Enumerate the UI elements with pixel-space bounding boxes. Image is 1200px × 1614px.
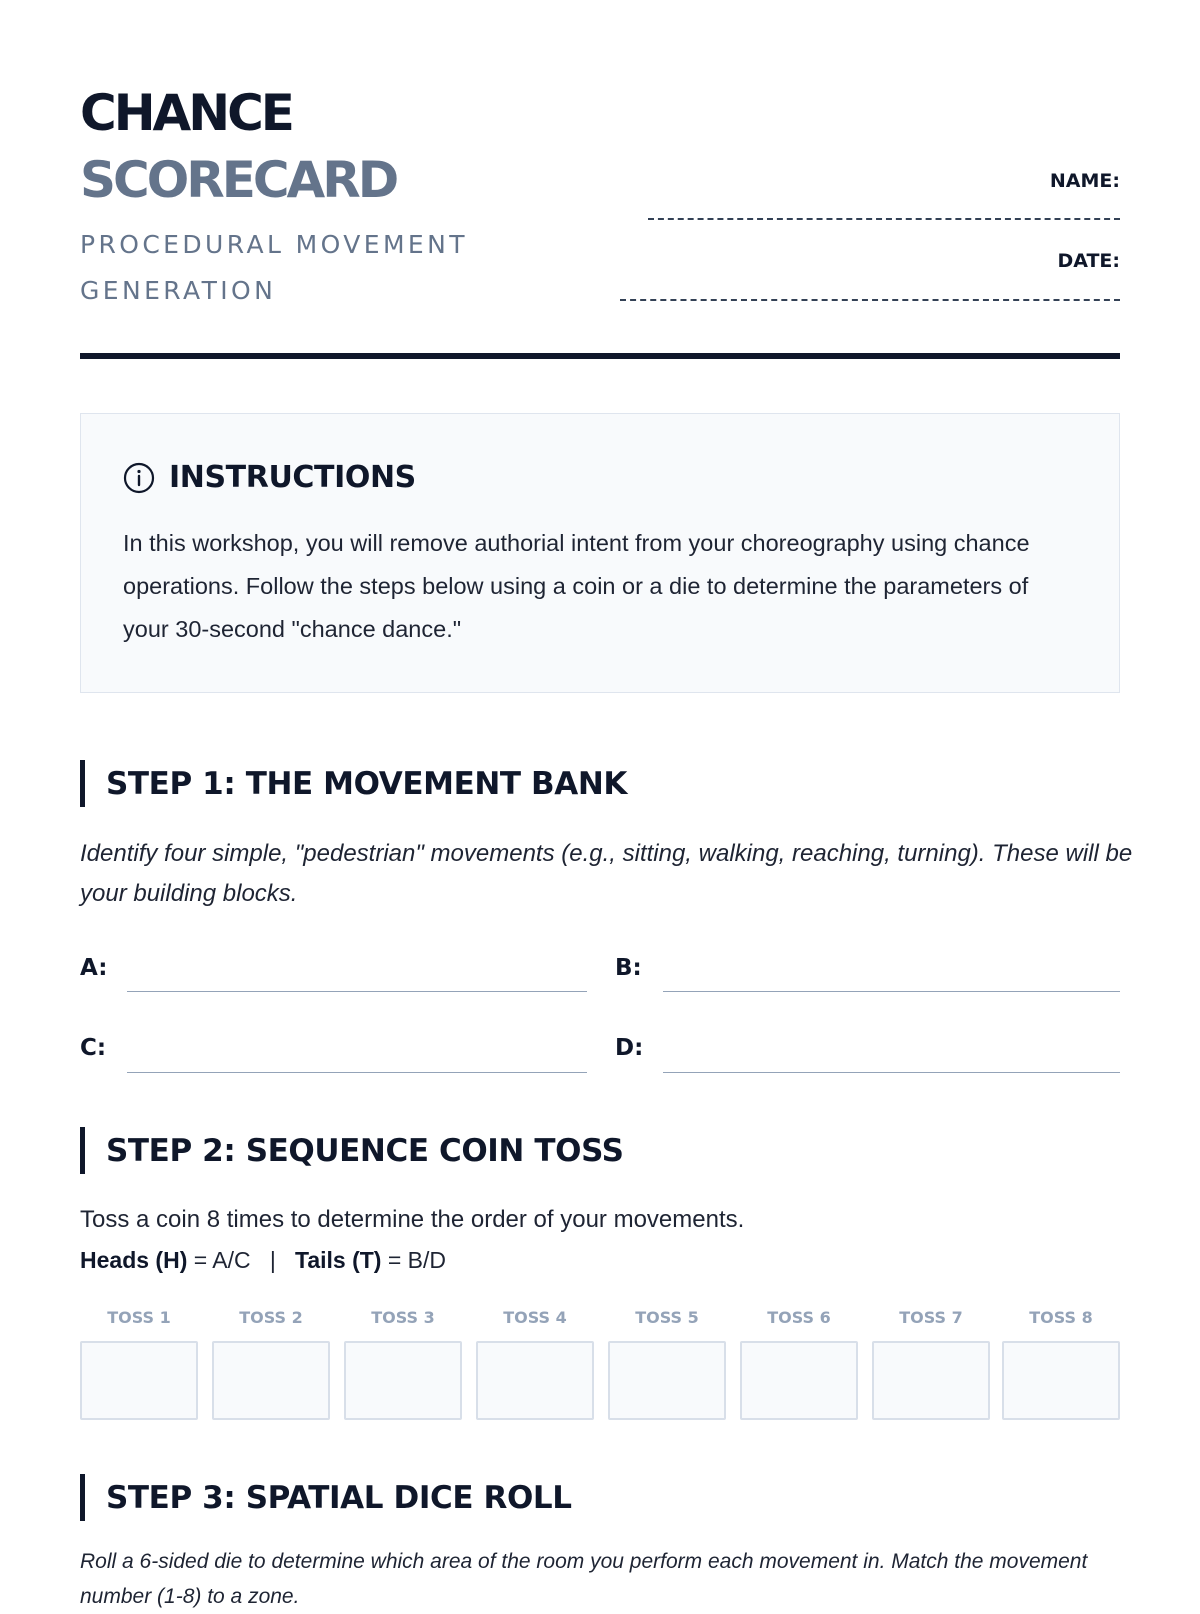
toss-box-7[interactable] bbox=[872, 1341, 990, 1420]
step2-description: Toss a coin 8 times to determine the order of your movements. bbox=[80, 1206, 745, 1233]
name-label: NAME: bbox=[1049, 170, 1120, 192]
step3-title: STEP 3: SPATIAL DICE ROLL bbox=[106, 1480, 572, 1516]
toss-box-2[interactable] bbox=[212, 1341, 330, 1420]
toss-label-7: TOSS 7 bbox=[899, 1308, 963, 1327]
toss-label-8: TOSS 8 bbox=[1029, 1308, 1093, 1327]
toss-box-5[interactable] bbox=[608, 1341, 726, 1420]
step3-description: Roll a 6-sided die to determine which area of the room you perform each movement in. Match the movement number (1-8) to a zone. bbox=[80, 1550, 1088, 1608]
subtitle: PROCEDURAL MOVEMENT GENERATION bbox=[80, 230, 468, 305]
toss-label-3: TOSS 3 bbox=[371, 1308, 435, 1327]
toss-box-6[interactable] bbox=[740, 1341, 858, 1420]
date-label: DATE: bbox=[1057, 250, 1120, 272]
bank-line-c[interactable] bbox=[127, 1072, 587, 1073]
toss-label-4: TOSS 4 bbox=[503, 1308, 567, 1327]
toss-box-4[interactable] bbox=[476, 1341, 594, 1420]
title-line-1: CHANCE bbox=[80, 84, 292, 142]
name-field-line[interactable] bbox=[648, 218, 1120, 220]
bank-label-a: A: bbox=[80, 955, 108, 981]
toss-label-5: TOSS 5 bbox=[635, 1308, 699, 1327]
title-line-2: SCORECARD bbox=[80, 151, 397, 209]
step1-title: STEP 1: THE MOVEMENT BANK bbox=[106, 766, 628, 802]
bank-label-b: B: bbox=[615, 955, 642, 981]
bank-line-a[interactable] bbox=[127, 991, 587, 992]
instructions-title: INSTRUCTIONS bbox=[169, 460, 416, 495]
step2-title: STEP 2: SEQUENCE COIN TOSS bbox=[106, 1133, 624, 1169]
step1-accent-bar bbox=[80, 760, 85, 807]
header-divider bbox=[80, 353, 1120, 359]
tails-value: = B/D bbox=[381, 1247, 447, 1273]
tails-label: Tails (T) bbox=[294, 1247, 382, 1273]
toss-label-2: TOSS 2 bbox=[239, 1308, 303, 1327]
toss-box-8[interactable] bbox=[1002, 1341, 1120, 1420]
heads-label: Heads (H) bbox=[80, 1247, 188, 1273]
instructions-text: In this workshop, you will remove authorial intent from your choreography using chance operations. Follow the steps below using a coin or a die to determine the parameters of your 30-second "chance dance." bbox=[123, 530, 1030, 642]
toss-box-1[interactable] bbox=[80, 1341, 198, 1420]
legend-separator: | bbox=[250, 1247, 295, 1273]
bank-line-d[interactable] bbox=[663, 1072, 1120, 1073]
step3-accent-bar bbox=[80, 1474, 85, 1521]
toss-label-6: TOSS 6 bbox=[767, 1308, 831, 1327]
heads-value: = A/C bbox=[187, 1247, 251, 1273]
info-icon bbox=[123, 462, 155, 494]
toss-box-3[interactable] bbox=[344, 1341, 462, 1420]
instructions-box bbox=[80, 413, 1120, 693]
step2-accent-bar bbox=[80, 1127, 85, 1174]
step1-description: Identify four simple, "pedestrian" movements (e.g., sitting, walking, reaching, turning). These will be your building blocks. bbox=[80, 840, 1133, 907]
bank-label-d: D: bbox=[615, 1035, 644, 1061]
coin-legend bbox=[80, 1247, 446, 1274]
bank-label-c: C: bbox=[80, 1035, 107, 1061]
toss-label-1: TOSS 1 bbox=[107, 1308, 171, 1327]
bank-line-b[interactable] bbox=[663, 991, 1120, 992]
date-field-line[interactable] bbox=[620, 299, 1120, 301]
